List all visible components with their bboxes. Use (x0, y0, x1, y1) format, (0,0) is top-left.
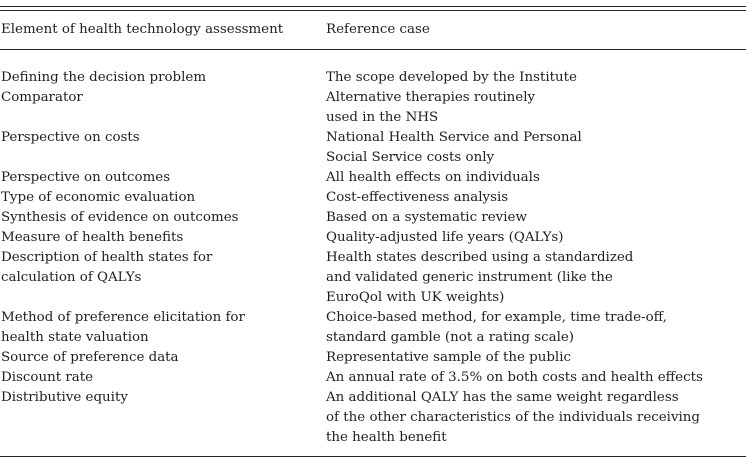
element-text: Method of preference elicitation for (1, 310, 245, 325)
reference-case-table (0, 11, 746, 456)
reference-text: Quality-adjusted life years (QALYs) (326, 230, 564, 245)
element-text: Measure of health benefits (1, 230, 184, 245)
element-text: Description of health states for (1, 250, 213, 265)
reference-text: Based on a systematic review (326, 210, 527, 225)
reference-case-table-wrapper (0, 6, 746, 457)
element-text: calculation of QALYs (1, 270, 142, 285)
reference-text: and validated generic instrument (like the (326, 270, 613, 285)
element-cell (0, 248, 326, 308)
element-cell (0, 368, 326, 388)
top-rule (0, 6, 746, 7)
element-cell (0, 208, 326, 228)
element-cell (0, 188, 326, 208)
table-row (0, 188, 746, 208)
reference-cell (326, 208, 746, 228)
reference-text: the health benefit (326, 430, 447, 445)
table-row (0, 228, 746, 248)
reference-text: Choice-based method, for example, time trade-off, (326, 310, 667, 325)
element-cell (0, 88, 326, 128)
table-row (0, 348, 746, 368)
table-row (0, 368, 746, 388)
reference-cell (326, 388, 746, 456)
reference-cell (326, 50, 746, 89)
reference-text: Representative sample of the public (326, 350, 571, 365)
reference-text: of the other characteristics of the individuals receiving (326, 410, 700, 425)
table-header (0, 11, 746, 50)
element-cell (0, 348, 326, 368)
element-text: Source of preference data (1, 350, 179, 365)
reference-text: National Health Service and Personal (326, 130, 582, 145)
reference-text: Social Service costs only (326, 150, 495, 165)
element-text: Perspective on outcomes (1, 170, 171, 185)
reference-text: EuroQol with UK weights) (326, 290, 505, 305)
table-row (0, 128, 746, 168)
table-body (0, 50, 746, 457)
reference-cell (326, 308, 746, 348)
reference-cell (326, 188, 746, 208)
reference-text: All health effects on individuals (326, 170, 540, 185)
element-text: Synthesis of evidence on outcomes (1, 210, 239, 225)
element-text: Distributive equity (1, 390, 128, 405)
reference-text: used in the NHS (326, 110, 439, 125)
bottom-rule (0, 456, 746, 457)
reference-text: An additional QALY has the same weight regardless (326, 390, 679, 405)
reference-text: Cost-effectiveness analysis (326, 190, 509, 205)
element-cell (0, 228, 326, 248)
element-text: Discount rate (1, 370, 94, 385)
reference-cell (326, 128, 746, 168)
element-text: Comparator (1, 90, 83, 105)
reference-cell (326, 348, 746, 368)
element-cell (0, 128, 326, 168)
table-row (0, 88, 746, 128)
reference-text: An annual rate of 3.5% on both costs and health effects (326, 370, 703, 385)
reference-text: The scope developed by the Institute (326, 70, 577, 85)
reference-text: standard gamble (not a rating scale) (326, 330, 575, 345)
element-text: health state valuation (1, 330, 149, 345)
element-cell (0, 308, 326, 348)
reference-text: Alternative therapies routinely (326, 90, 536, 105)
table-row (0, 248, 746, 308)
element-text: Perspective on costs (1, 130, 140, 145)
table-row (0, 208, 746, 228)
header-reference-case: Reference case (326, 22, 430, 37)
table-row (0, 168, 746, 188)
reference-cell (326, 368, 746, 388)
reference-cell (326, 168, 746, 188)
element-cell (0, 168, 326, 188)
header-row (0, 11, 746, 50)
reference-text: Health states described using a standardized (326, 250, 634, 265)
reference-cell (326, 248, 746, 308)
table-row (0, 308, 746, 348)
table-row (0, 388, 746, 456)
element-text: Defining the decision problem (1, 70, 207, 85)
element-cell (0, 50, 326, 89)
element-cell (0, 388, 326, 456)
reference-cell (326, 88, 746, 128)
table-row (0, 50, 746, 89)
reference-cell (326, 228, 746, 248)
header-element: Element of health technology assessment (1, 22, 284, 37)
element-text: Type of economic evaluation (1, 190, 196, 205)
